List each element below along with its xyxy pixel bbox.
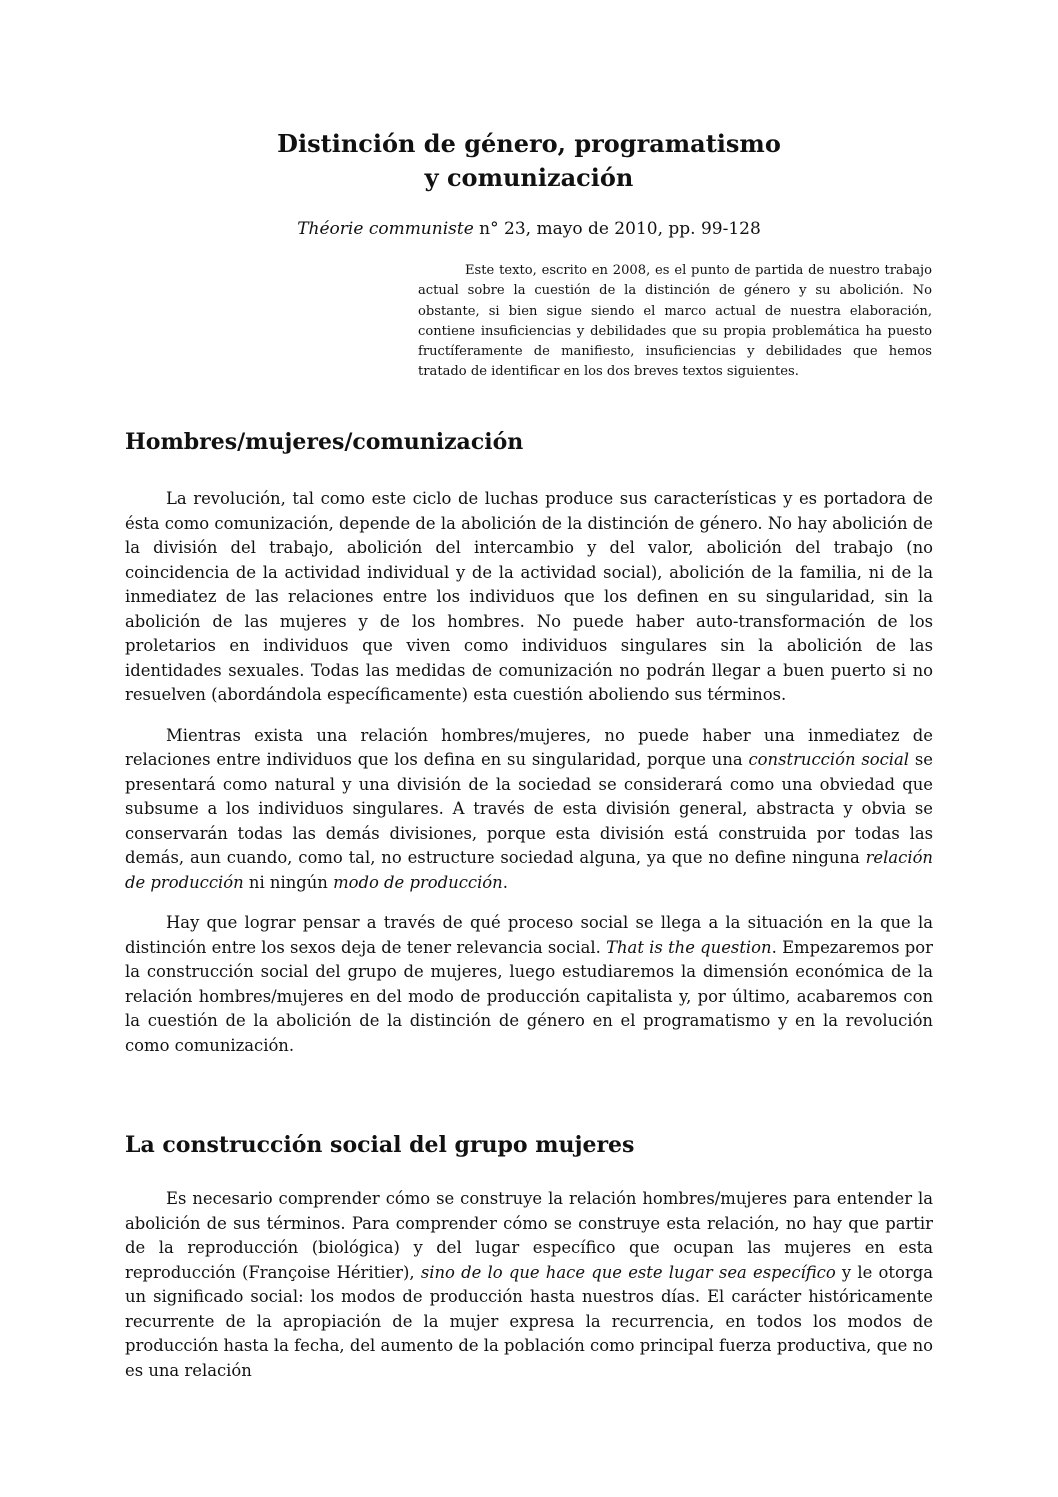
section-heading: La construcción social del grupo mujeres — [125, 1132, 635, 1158]
paragraph — [125, 911, 933, 1058]
section-body — [125, 487, 933, 1074]
text-run: Mientras exista una relación hombres/mujeres, no puede haber una inmediatez de relaciones entre individuos que los defina en su singularidad, porque una — [125, 725, 933, 769]
section-body — [125, 1187, 933, 1399]
emphasis: construcción social — [748, 750, 910, 769]
emphasis: modo de producción — [333, 872, 503, 892]
document-title — [0, 127, 1058, 195]
abstract-note: Este texto, escrito en 2008, es el punto de partida de nuestro trabajo actual sobre la cuestión de la distinción de género y su abolición. No obstante, si bien sigue siendo el marco actual de nuestra elaboración, contiene insuficiencias y debilidades que su propia problemática ha puesto fructíferamente de manifiesto, insuficiencias y debilidades que hemos tratado de identificar en los dos breves textos siguientes. — [418, 263, 932, 380]
text-run: Hay que lograr pensar a través de qué proceso social se llega a la situación en la que la distinción entre los sexos deja de tener relevancia social. — [125, 913, 933, 957]
emphasis: relación de producción — [125, 848, 933, 892]
text-run: y le otorga un significado social: los modos de producción hasta nuestros días. El carácter históricamente recurrente de la apropiación de la mujer expresa la recurrencia, en todos los modos de producción hasta la fecha, del aumento de la población como principal fuerza productiva, que no es una relación — [125, 1262, 933, 1380]
paragraph — [125, 724, 933, 896]
source-citation — [0, 217, 1058, 241]
section-heading: Hombres/mujeres/comunización — [125, 429, 524, 455]
journal-name: Théorie communiste — [297, 219, 474, 239]
title-line-1: Distinción de género, programatismo — [277, 129, 781, 158]
text-run: . — [502, 872, 508, 892]
text-run: se presentará como natural y una división de la sociedad se considerará como una obviedad que subsume a los individuos singulares. A través de esta división general, abstracta y obvia se conservarán todas las demás divisiones, porque esta división está construida por todas las demás, aun cuando, como tal, no estructure sociedad alguna, ya que no define ninguna — [125, 750, 934, 867]
text-run: . Empezaremos por la construcción social del grupo de mujeres, luego estudiaremos la dimensión económica de la relación hombres/mujeres en del modo de producción capitalista y, por último, acabaremos con la cuestión de la abolición de la distinción de género en el programatismo y en la revolución como comunización. — [125, 937, 933, 1055]
issue-details: n° 23, mayo de 2010, pp. 99-128 — [473, 219, 761, 239]
text-run: Es necesario comprender cómo se construye la relación hombres/mujeres para entender la abolición de sus términos. Para comprender cómo se construye esta relación, no hay que partir de la reproducción (biológica) y del lugar específico que ocupan las mujeres en esta reproducción (Françoise Héritier), — [125, 1189, 933, 1282]
emphasis: sino de lo que hace que este lugar sea específico — [420, 1262, 836, 1282]
text-run: ni ningún — [243, 872, 334, 892]
paragraph: La revolución, tal como este ciclo de luchas produce sus características y es portadora de ésta como comunización, depende de la abolición de la distinción de género. No hay abolición de la división del trabajo, abolición del intercambio y del valor, abolición del trabajo (no coincidencia de la actividad individual y de la actividad social), abolición de la familia, ni de la inmediatez de las relaciones entre los individuos que los definen en su singularidad, sin la abolición de las mujeres y de los hombres. No puede haber auto-transformación de los proletarios en individuos que viven como individuos singulares sin la abolición de las identidades sexuales. Todas las medidas de comunización no podrán llegar a buen puerto si no resuelven (abordándola específicamente) esta cuestión aboliendo sus términos. — [125, 489, 933, 704]
paragraph — [125, 1187, 933, 1383]
emphasis: That is the question — [606, 937, 772, 957]
title-line-2: y comunización — [424, 163, 634, 192]
